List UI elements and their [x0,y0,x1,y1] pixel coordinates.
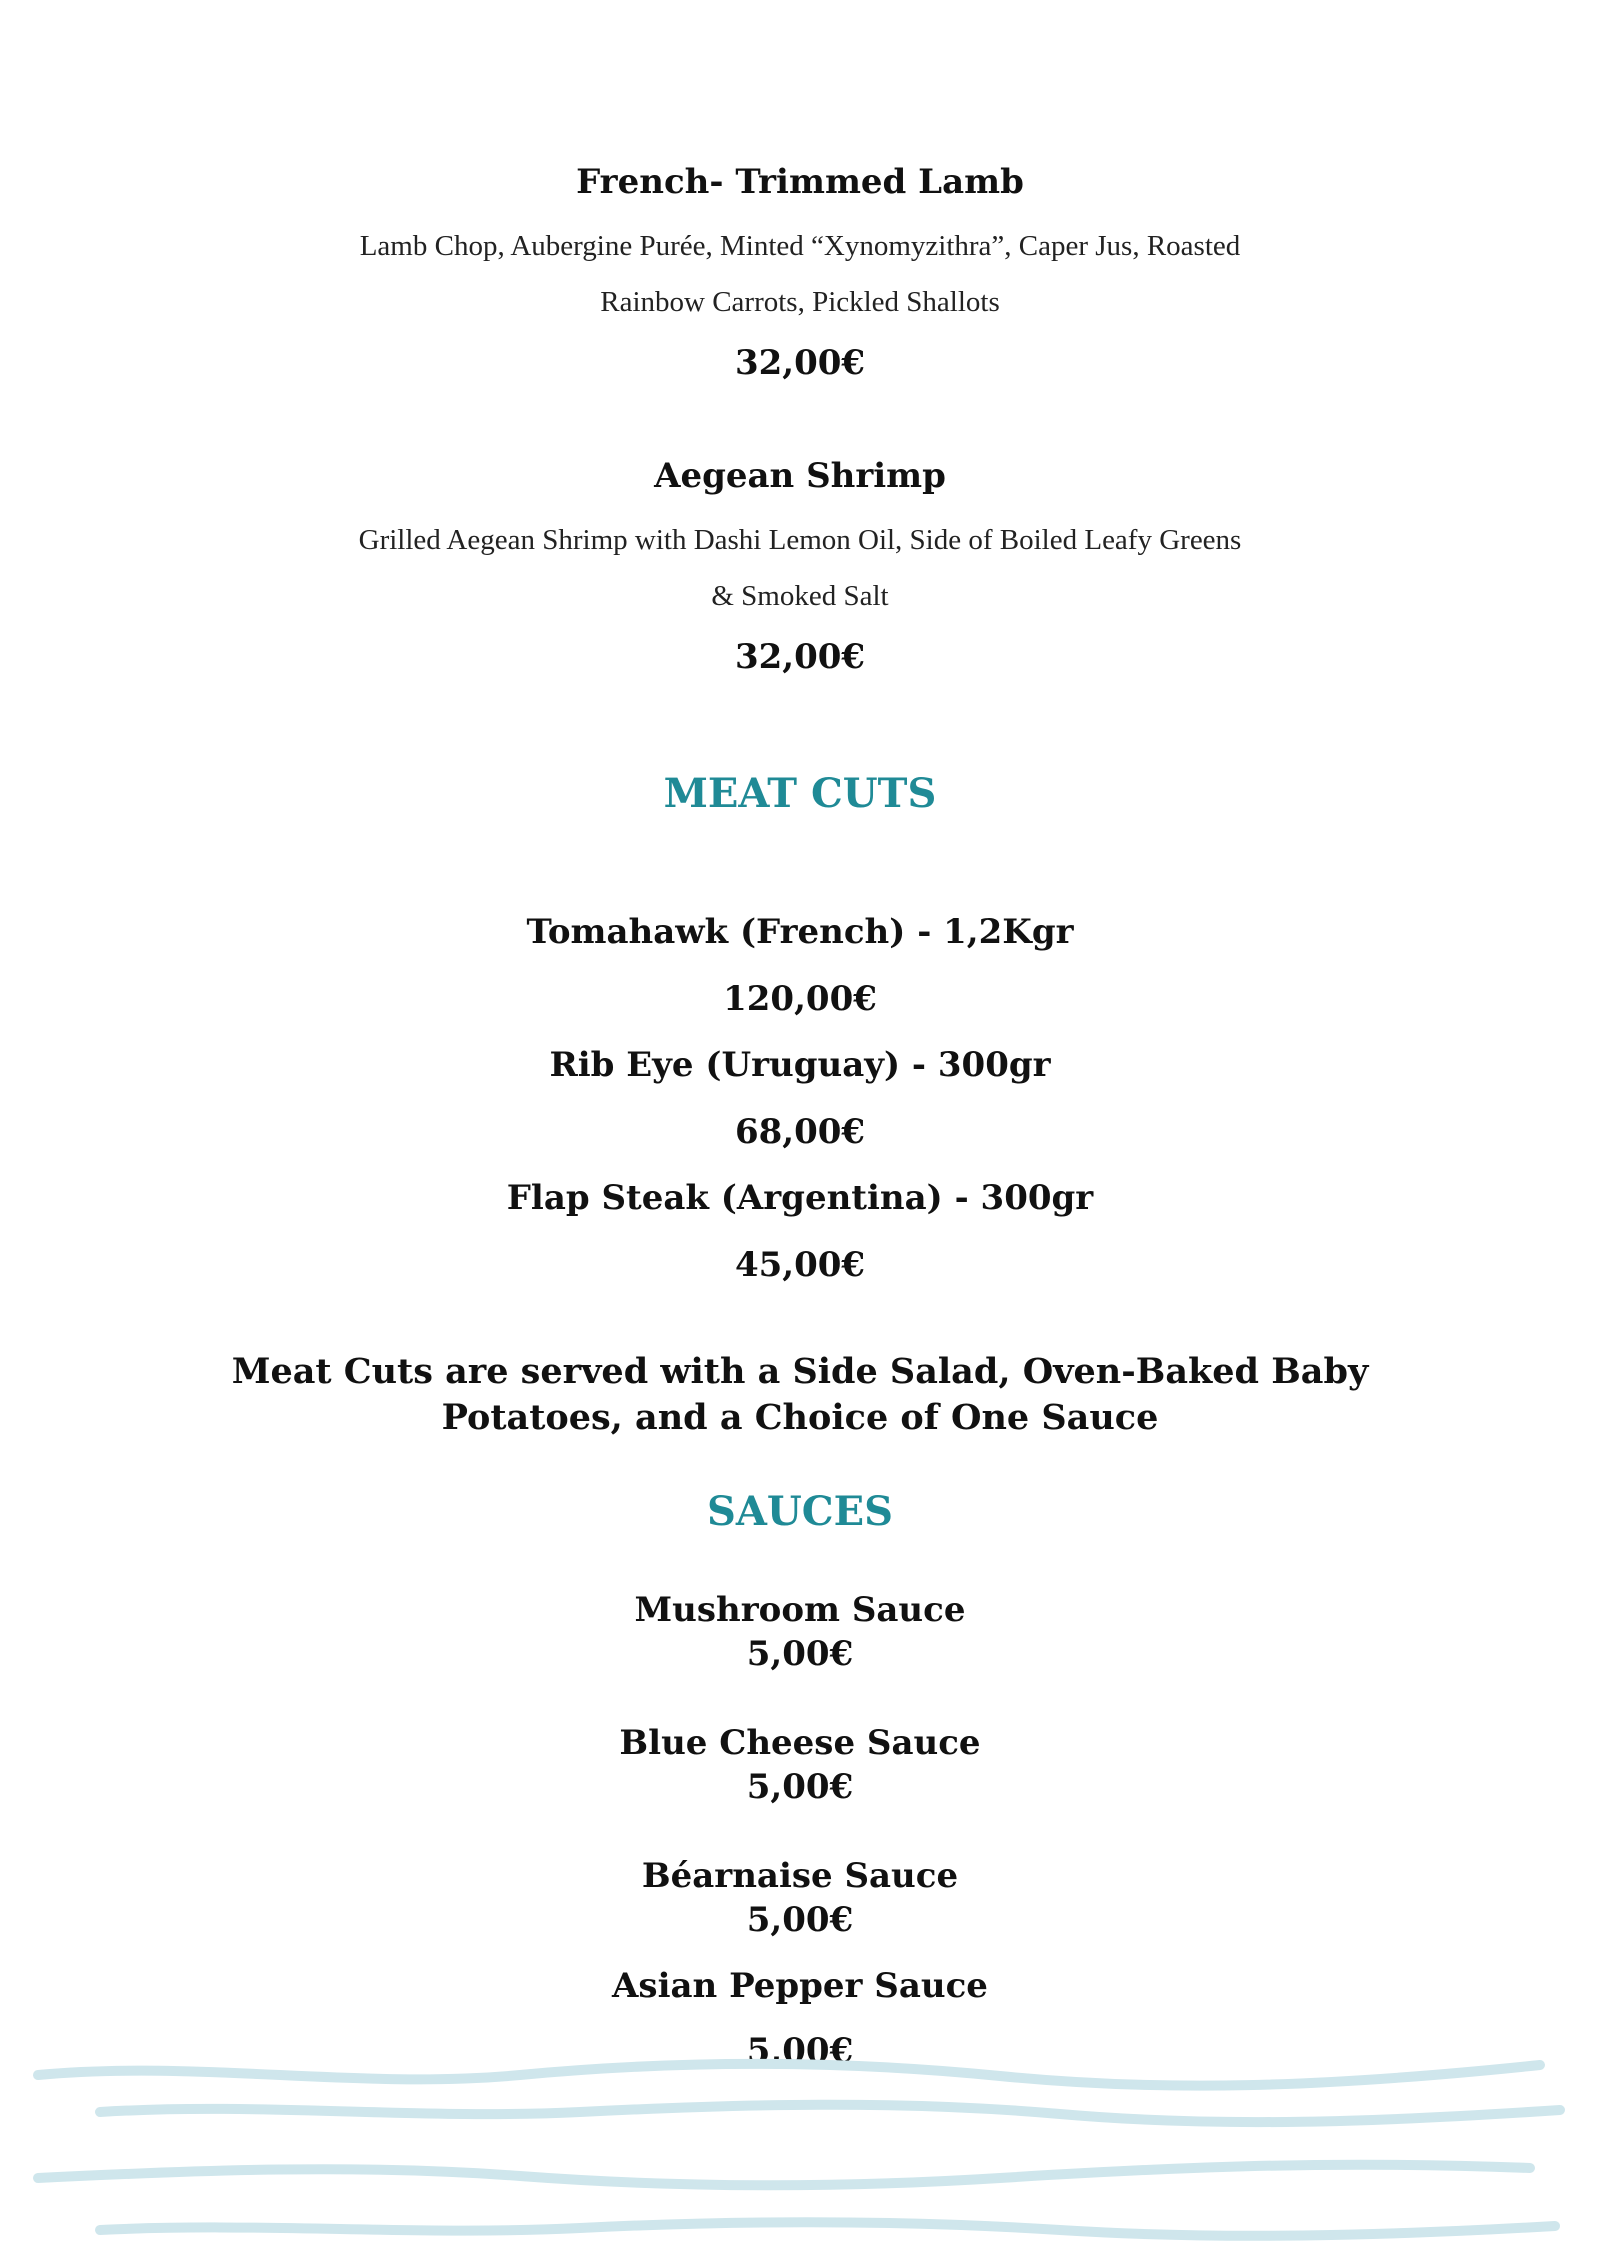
sauce-name: Mushroom Sauce [634,1590,966,1630]
wave-line [100,2222,1555,2236]
dish-price: 32,00€ [734,343,866,383]
section-title-meat-cuts: MEAT CUTS [663,770,937,817]
wave-line [38,2064,1540,2086]
dish-price: 32,00€ [734,637,866,677]
wave-line [38,2165,1530,2186]
meat-cuts-note: Meat Cuts are served with a Side Salad, Oven-Baked Baby [231,1351,1369,1392]
sauce-name: Asian Pepper Sauce [612,1966,988,2006]
meat-cut-name: Tomahawk (French) - 1,2Kgr [526,912,1074,952]
dish-description: Lamb Chop, Aubergine Purée, Minted “Xynomyzithra”, Caper Jus, Roasted [359,230,1241,262]
section-title-sauces: SAUCES [706,1488,893,1535]
dish-description: Grilled Aegean Shrimp with Dashi Lemon Oil, Side of Boiled Leafy Greens [358,524,1242,556]
sauce-name: Blue Cheese Sauce [619,1723,981,1763]
sauce-price: 5,00€ [746,1767,854,1807]
meat-cut-price: 120,00€ [723,979,877,1019]
meat-cut-name: Rib Eye (Uruguay) - 300gr [549,1045,1051,1085]
sauce-price: 5,00€ [746,1900,854,1940]
meat-cuts-note: Potatoes, and a Choice of One Sauce [441,1397,1159,1438]
dish-description: Rainbow Carrots, Pickled Shallots [600,286,1000,318]
sauce-name: Béarnaise Sauce [641,1856,959,1896]
meat-cut-price: 68,00€ [734,1112,866,1152]
meat-cut-price: 45,00€ [734,1245,866,1285]
dish-name: French- Trimmed Lamb [576,162,1024,202]
wave-line [100,2105,1560,2122]
meat-cut-name: Flap Steak (Argentina) - 300gr [506,1178,1094,1218]
dish-name: Aegean Shrimp [654,456,946,496]
dish-description: & Smoked Salt [711,580,889,612]
decorative-waves [0,2040,1600,2262]
sauce-price: 5,00€ [746,2031,854,2071]
sauce-price: 5,00€ [746,1634,854,1674]
